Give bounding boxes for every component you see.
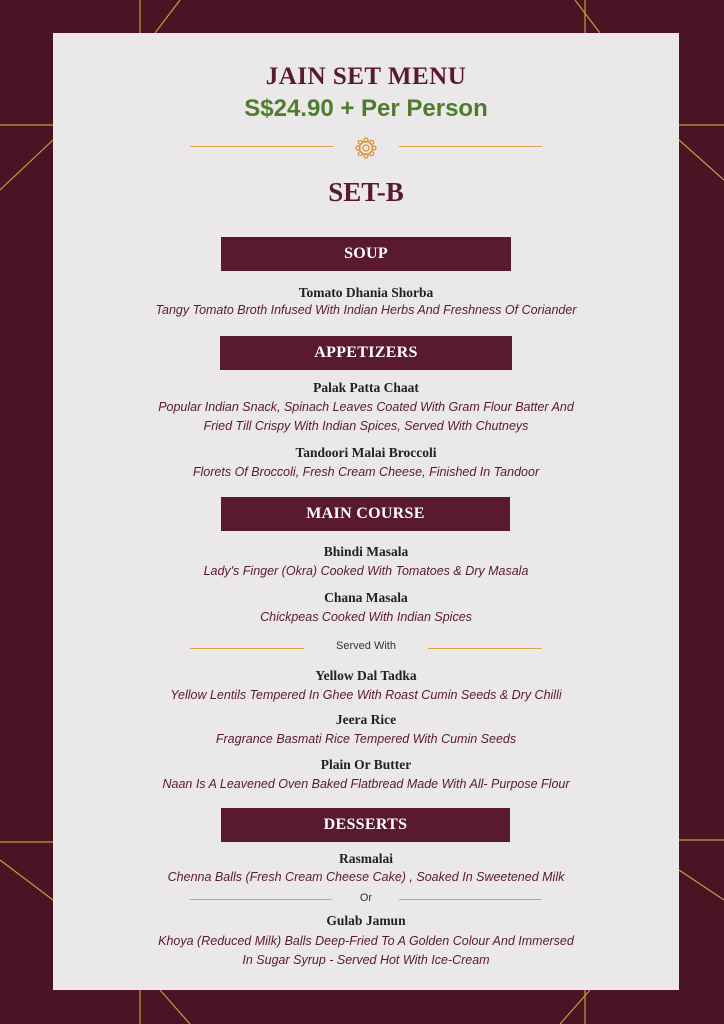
or-label: Or — [359, 892, 373, 904]
section-header-desserts: DESSERTS — [221, 808, 510, 842]
set-name: SET-B — [328, 177, 404, 207]
served-with-rule-right — [428, 648, 542, 649]
side-name: Plain Or Butter — [320, 757, 412, 772]
dish-description: Fried Till Crispy With Indian Spices, Served With Chutneys — [203, 419, 529, 433]
dish-name: Gulab Jamun — [326, 913, 406, 928]
dish-name: Bhindi Masala — [323, 544, 409, 559]
dish-description: Chickpeas Cooked With Indian Spices — [260, 610, 472, 624]
dish-description: Tangy Tomato Broth Infused With Indian Herbs And Freshness Of Coriander — [155, 303, 577, 317]
dish-description: Lady's Finger (Okra) Cooked With Tomatoes & Dry Masala — [203, 564, 529, 578]
dish-description: In Sugar Syrup - Served Hot With Ice-Cream — [242, 953, 490, 967]
side-description: Yellow Lentils Tempered In Ghee With Roast Cumin Seeds & Dry Chilli — [170, 688, 562, 702]
section-header-main-course: MAIN COURSE — [221, 497, 510, 531]
dish-name: Chana Masala — [324, 590, 408, 605]
menu-card — [53, 33, 679, 990]
flower-mandala-icon — [355, 137, 377, 159]
section-header-appetizers: APPETIZERS — [220, 336, 512, 370]
dish-description: Chenna Balls (Fresh Cream Cheese Cake) , Soaked In Sweetened Milk — [167, 870, 565, 884]
divider-line-right — [399, 146, 542, 147]
dish-description: Popular Indian Snack, Spinach Leaves Coated With Gram Flour Batter And — [158, 400, 574, 414]
dish-name: Rasmalai — [339, 851, 393, 866]
dish-description: Khoya (Reduced Milk) Balls Deep-Fried To A Golden Colour And Immersed — [158, 934, 574, 948]
side-name: Yellow Dal Tadka — [315, 668, 417, 683]
section-header-soup: SOUP — [221, 237, 511, 271]
dish-name: Tomato Dhania Shorba — [298, 285, 434, 300]
menu-title: JAIN SET MENU — [265, 63, 467, 90]
or-rule-right — [399, 899, 541, 900]
served-with-label: Served With — [336, 640, 396, 652]
divider-line-left — [190, 146, 333, 147]
side-description: Fragrance Basmati Rice Tempered With Cumin Seeds — [215, 732, 517, 746]
dish-name: Tandoori Malai Broccoli — [295, 445, 437, 460]
price-per-person: S$24.90 + Per Person — [244, 95, 488, 122]
dish-name: Palak Patta Chaat — [313, 380, 419, 395]
side-name: Jeera Rice — [335, 712, 397, 727]
dish-description: Florets Of Broccoli, Fresh Cream Cheese, Finished In Tandoor — [192, 465, 540, 479]
side-description: Naan Is A Leavened Oven Baked Flatbread Made With All- Purpose Flour — [162, 777, 570, 791]
